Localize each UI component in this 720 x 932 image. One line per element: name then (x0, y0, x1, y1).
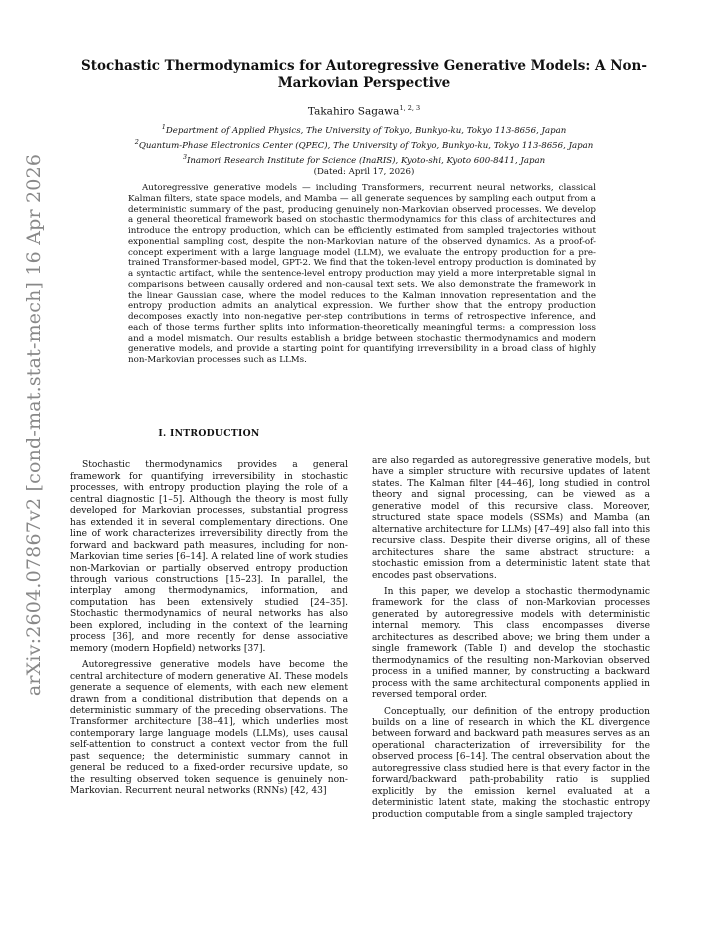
author-line (60, 104, 668, 118)
left-column (70, 422, 348, 803)
affiliation-1: $^1$Department of Applied Physics, The University of Tokyo, Bunkyo-ku, Tokyo 113-8656, Japan (161, 123, 567, 136)
arxiv-identifier: arXiv:2604.07867v2 [cond-mat.stat-mech] 16 Apr 2026 (23, 153, 45, 697)
paragraph: are also regarded as autoregressive generative models, but have a simpler structure with recursive updates of latent states. The Kalman filter [44–46], long studied in control theory and signal processing, can be viewed as a generative model of this recursive class. Moreover, structured state space models (SSMs) and Mamba (an alternative architecture for LLMs) [47–49] also fall into this recursive class. Despite their diverse origins, all of these architectures share the same abstract structure: a stochastic emission from a deterministic latent state that encodes past observations. (372, 456, 650, 581)
arxiv-sidebar (14, 153, 54, 697)
author-superscript: 1, 2, 3 (399, 104, 421, 112)
affiliations (60, 122, 668, 178)
abstract: Autoregressive generative models — including Transformers, recurrent neural networks, classical Kalman filters, state space models, and Mamba — all generate sequences by sampling each output from a deterministic summary of the past, producing genuinely non-Markovian observed processes. We develop a general theoretical framework based on stochastic thermodynamics for this class of architectures and introduce the entropy production, which can be efficiently estimated from sampled trajectories without exponential sampling cost, despite the non-Markovian nature of the observed dynamics. As a proof-of-concept experiment with a large language model (LLM), we evaluate the entropy production for a pre-trained Transformer-based model, GPT-2. We find that the token-level entropy production is dominated by a syntactic artifact, while the sentence-level entropy production may yield a more interpretable signal in comparisons between causally ordered and non-causal text sets. We also demonstrate the framework in the linear Gaussian case, where the model reduces to the Kalman innovation representation and the entropy production admits an analytical expression. We further show that the entropy production decomposes exactly into non-negative per-step contributions in terms of retrospective inference, and each of those terms further splits into information-theoretically meaningful terms: a compression loss and a model mismatch. Our results establish a bridge between stochastic thermodynamics and modern generative models, and provide a starting point for quantifying irreversibility in a broad class of highly non-Markovian processes such as LLMs. (128, 183, 596, 365)
right-column (372, 456, 650, 826)
paragraph: Stochastic thermodynamics provides a general framework for quantifying irreversibility in stochastic processes, with entropy production playing the role of a central diagnostic [1–5]. Although the theory is most fully developed for Markovian processes, substantial progress has extended it in several complementary directions. One line of work characterizes irreversibility directly from the forward and backward path measures, including for non-Markovian time series [6–14]. A related line of work studies non-Markovian or partially observed entropy production through various constructions [15–23]. In parallel, the interplay among thermodynamics, information, and computation has been extensively studied [24–35]. Stochastic thermodynamics of neural networks has also been explored, including in the context of the learning process [36], and more recently for dense associative memory (modern Hopfield) networks [37]. (70, 460, 348, 654)
date-line: (Dated: April 17, 2026) (313, 166, 415, 177)
paper-title: Stochastic Thermodynamics for Autoregressive Generative Models: A Non-Markovian Perspective (81, 58, 647, 91)
paragraph: In this paper, we develop a stochastic thermodynamic framework for the class of non-Markovian processes generated by autoregressive models with deterministic internal memory. This class encompasses diverse architectures as described above; we bring them under a single framework (Table I) and develop the stochastic thermodynamics of the resulting non-Markovian observed process in a unified manner, by constructing a backward process with the same architectural components applied in reversed temporal order. (372, 586, 650, 701)
author-name: Takahiro Sagawa (307, 105, 400, 118)
affiliation-2: $^2$Quantum-Phase Electronics Center (QPEC), The University of Tokyo, Bunkyo-ku, Tokyo 113-8656, Japan (134, 137, 594, 151)
affiliation-3: $^3$Inamori Research Institute for Science (InaRIS), Kyoto-shi, Kyoto 600-8411, Japan (182, 152, 546, 166)
paragraph: Conceptually, our definition of the entropy production builds on a line of research in which the KL divergence between forward and backward path measures serves as an operational characterization of irreversibility for the observed process [6–14]. The central observation about the autoregressive class studied here is that every factor in the forward/backward path-probability ratio is supplied explicitly by the emission kernel evaluated at a deterministic latent state, making the stochastic entropy production computable from a single sampled trajectory (372, 706, 650, 820)
section-heading: I. INTRODUCTION (158, 428, 260, 439)
paragraph: Autoregressive generative models have become the central architecture of modern generative AI. These models generate a sequence of elements, with each new element drawn from a conditional distribution that depends on a deterministic summary of the preceding observations. The Transformer architecture [38–41], which underlies most contemporary large language models (LLMs), uses causal self-attention to construct a context vector from the full past sequence; the deterministic summary cannot in general be reduced to a fixed-order recursive update, so the resulting observed token sequence is genuinely non-Markovian. Recurrent neural networks (RNNs) [42, 43] (70, 660, 348, 797)
